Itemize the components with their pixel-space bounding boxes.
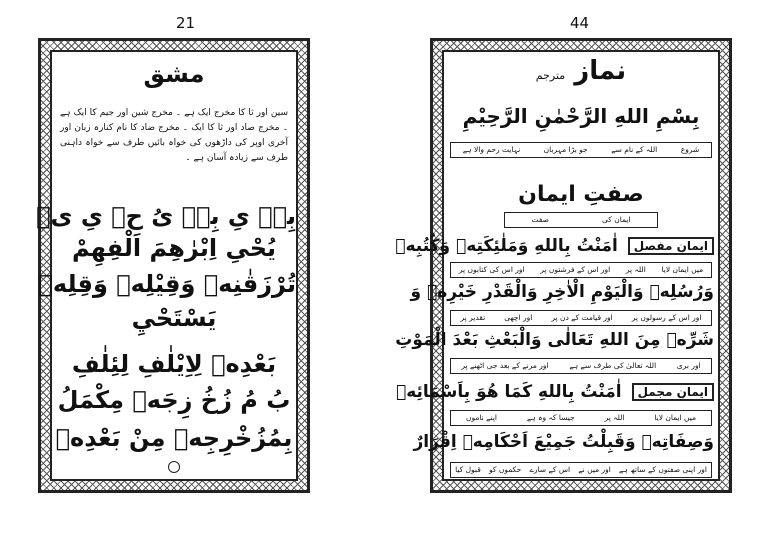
gloss-word: حکموں کو — [488, 465, 522, 474]
gloss-word: اللہ کے نام سے — [611, 145, 658, 154]
gloss-word: اور اس کی کتابوں پر — [458, 265, 525, 274]
arabic-line — [395, 236, 714, 256]
label-iman-mujmal: ایمانِ مجمل — [632, 383, 714, 401]
gloss-word: اور میں نے — [578, 465, 611, 474]
title-main: نماز — [574, 56, 627, 86]
page-number: 44 — [570, 14, 590, 32]
gloss-word: قبول کیا — [455, 465, 481, 474]
bismillah-line: بِسْمِ اللهِ الرَّحْمٰنِ الرَّحِيْمِ — [462, 104, 700, 128]
line-translation — [450, 410, 712, 426]
page-title: مشق — [143, 60, 205, 88]
line-translation — [450, 462, 712, 478]
gloss-word: اور قیامت کے دن پر — [551, 313, 613, 322]
gloss-word: اور مرنے کے بعد جی اٹھنے پر — [461, 361, 549, 370]
arabic-line: وَصِفَاتِهٖ وَقَبِلْتُ جَمِيْعَ اَحْكَامِهٖ اِقْرَارٌ — [413, 432, 714, 452]
exercise-line: بِہٖ یِ بِہٖ یُ حٖ یِ یٖ — [36, 202, 296, 230]
exercise-line: يَسْتَحْيِ — [131, 304, 217, 332]
line-translation — [450, 358, 712, 374]
instruction-paragraph: سین اور ثا کا مخرج ایک ہے ۔ مخرج شین اور جیم کا ایک ہے ۔ مخرج صاد اور ثا کا ایک ۔ مخرج ضاد کا نام کنارہ زبان اور آخری اوپر کی داڑھوں کی خواہ بائیں طرف سے خواہ داہنی طرف سے زیادہ آسان ہے ۔ — [60, 108, 288, 163]
exercise-line: بَعْدِهٖ لِاِيْلٰفِ لِئِلٰفِ — [71, 350, 277, 378]
gloss-word: نہایت رحم والا ہے — [462, 145, 521, 154]
arabic-line — [396, 382, 714, 402]
exercise-line: تُرْزَقٰنِهٖ وَقِيْلِهٖ وَقِلِهٖ — [38, 270, 296, 298]
gloss-word: میں ایمان لایا — [654, 413, 697, 422]
line-translation — [450, 262, 712, 278]
right-page-body — [395, 50, 720, 481]
arabic-text: اٰمَنْتُ بِاللهِ كَمَا هُوَ بِاَسْمَائِهٖ — [396, 382, 622, 402]
circle-ornament-icon — [168, 461, 180, 473]
gloss-word: اور بری — [676, 361, 701, 370]
exercise-line: بُ مُ زُخُ زِجَهٖ مِكْمَلُ — [57, 386, 291, 414]
bismillah-translation — [450, 142, 712, 158]
right-page-frame — [395, 38, 732, 493]
gloss-word: تقدیر پر — [460, 313, 486, 322]
gloss-word: اللہ پر — [625, 265, 646, 274]
exercise-line: یُحْیِ اِبْرٰهِمَ اَلْفِهِمْ — [71, 234, 277, 262]
page-title — [444, 56, 718, 86]
gloss-word: جو بڑا مہربان — [543, 145, 588, 154]
gloss-word: میں ایمان لایا — [661, 265, 704, 274]
title-sub: مترجم — [535, 69, 566, 82]
gloss-word: اور اس کے فرشتوں پر — [540, 265, 611, 274]
gloss-word: جیسا کہ وہ ہے — [526, 413, 575, 422]
gloss-word: اور اپنی صفتوں کے ساتھ ہے — [619, 465, 707, 474]
gloss-word: اور اچھی — [504, 313, 533, 322]
label-iman-mufassal: ایمانِ مفصل — [628, 237, 714, 255]
gloss-word: صفت — [531, 215, 550, 224]
gloss-word: اپنے ناموں — [466, 413, 497, 422]
gloss-word: اور اس کے رسولوں پر — [631, 313, 702, 322]
page-number: 21 — [176, 14, 196, 32]
arabic-line: وَرُسُلِهٖ وَالْيَوْمِ الْاٰخِرِ وَالْقَدْرِ خَيْرِهٖ وَ — [410, 282, 714, 302]
gloss-word: اس کے سارے — [529, 465, 571, 474]
left-page-body — [36, 50, 298, 481]
gloss-word: اللہ پر — [604, 413, 625, 422]
section-heading: صفتِ ایمان — [518, 182, 644, 207]
arabic-text: اٰمَنْتُ بِاللهِ وَمَلٰئِكَتِهٖ وَكُتُبِهٖ — [395, 236, 618, 256]
heading-translation — [504, 212, 658, 228]
left-page-frame — [38, 38, 310, 493]
gloss-word: اللہ تعالیٰ کی طرف سے ہے — [569, 361, 657, 370]
gloss-word: شروع — [680, 145, 700, 154]
exercise-line: بِمُزُخْرِجِهٖ مِنْ بَعْدِهٖ — [55, 424, 293, 452]
line-translation — [450, 310, 712, 326]
gloss-word: ایمان کی — [602, 215, 631, 224]
arabic-line: شَرِّهٖ مِنَ اللهِ تَعَالٰى وَالْبَعْثِ بَعْدَ الْمَوْتِ — [395, 330, 714, 350]
